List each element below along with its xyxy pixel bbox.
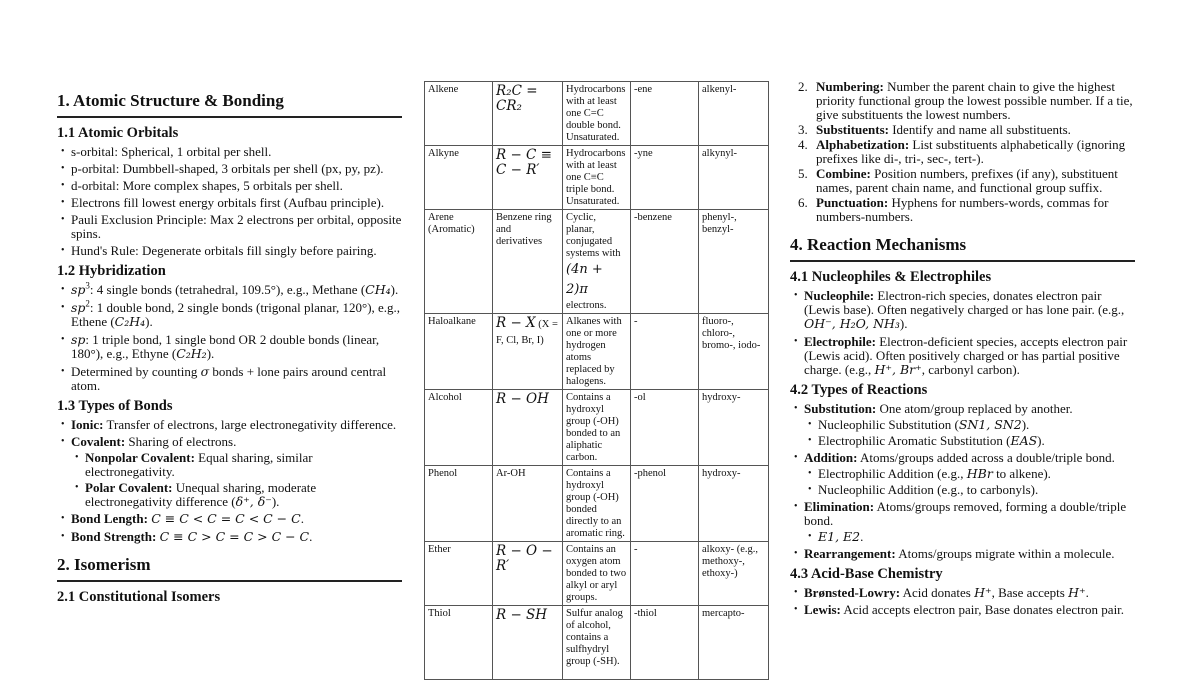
group-name: Phenol	[425, 466, 493, 542]
section-title-reaction-mechanisms: 4. Reaction Mechanisms	[790, 234, 1135, 262]
list-item: 2. Numbering: Number the parent chain to give the highest priority functional group the lowest possible number. If a tie, give substituents the lowest numbers.	[798, 79, 1133, 122]
subsection-title-constitutional-isomers: 2.1 Constitutional Isomers	[57, 589, 221, 605]
group-formula: Benzene ring and derivatives	[493, 210, 563, 314]
list-item: • Substitution: One atom/group replaced by another. • Nucleophilic Substitution (SN1, SN2). • Electrophilic Aromatic Substitution (EAS).	[790, 402, 1135, 448]
covalent-sublist	[71, 451, 402, 509]
table-row	[425, 390, 769, 466]
list-item: • Bond Length: C ≡ C < C = C < C − C.	[57, 512, 402, 526]
group-suffix: -ol	[631, 390, 699, 466]
list-item: • Bond Strength: C ≡ C > C = C > C − C.	[57, 530, 402, 544]
list-item: • Polar Covalent: Unequal sharing, moderate electronegativity difference (δ⁺, δ⁻).	[71, 481, 402, 509]
list-item: • d-orbital: More complex shapes, 5 orbitals per shell.	[57, 179, 402, 193]
group-suffix: -yne	[631, 146, 699, 210]
functional-groups-table-container	[424, 81, 768, 680]
subsection-title-hybridization: 1.2 Hybridization	[57, 263, 166, 279]
subsection-title-types-of-reactions: 4.2 Types of Reactions	[790, 382, 928, 398]
group-suffix: -thiol	[631, 606, 699, 680]
subsection-title-atomic-orbitals: 1.1 Atomic Orbitals	[57, 125, 179, 141]
list-item: • Covalent: Sharing of electrons. • Nonpolar Covalent: Equal sharing, similar electronegativity. • Polar Covalent: Unequal sharing, moderate electronegativity difference (δ⁺, δ⁻).	[57, 435, 402, 509]
group-name: Thiol	[425, 606, 493, 680]
substitution-sublist	[804, 418, 1135, 448]
list-item: • sp: 1 triple bond, 1 single bond OR 2 double bonds (linear, 180°), e.g., Ethyne (C₂H₂).	[57, 333, 402, 361]
addition-sublist	[804, 467, 1135, 497]
group-name: Alkyne	[425, 146, 493, 210]
list-item: • Determined by counting σ bonds + lone pairs around central atom.	[57, 365, 402, 393]
acid-base-list	[790, 586, 1135, 617]
table-row	[425, 314, 769, 390]
group-name: Haloalkane	[425, 314, 493, 390]
list-item: • $sp^2$: 1 double bond, 2 single bonds (trigonal planar, 120°), e.g., Ethene (C₂H₄).	[57, 301, 402, 329]
table-row	[425, 146, 769, 210]
group-description: Cyclic, planar, conjugated systems with (4n + 2)π electrons.	[563, 210, 631, 314]
list-item: • Ionic: Transfer of electrons, large electronegativity difference.	[57, 418, 402, 432]
group-name: Alcohol	[425, 390, 493, 466]
list-item: • $sp^3$: 4 single bonds (tetrahedral, 109.5°), e.g., Methane (CH₄).	[57, 283, 402, 297]
subsection-title-types-of-bonds: 1.3 Types of Bonds	[57, 398, 173, 414]
group-suffix: -	[631, 314, 699, 390]
group-prefix: fluoro-, chloro-, bromo-, iodo-	[699, 314, 769, 390]
table-row	[425, 82, 769, 146]
section-title-isomerism: 2. Isomerism	[57, 554, 402, 582]
list-item: • Elimination: Atoms/groups removed, forming a double/triple bond. • E1, E2.	[790, 500, 1135, 544]
group-formula: R − OH	[493, 390, 563, 466]
list-item: 5. Combine: Position numbers, prefixes (if any), substituent names, parent chain name, and functional group suffix.	[798, 166, 1118, 195]
table-row	[425, 542, 769, 606]
table-row	[425, 606, 769, 680]
group-description: Contains a hydroxyl group (-OH) bonded directly to an aromatic ring.	[563, 466, 631, 542]
right-column	[790, 80, 1135, 620]
group-description: Hydrocarbons with at least one C≡C triple bond. Unsaturated.	[563, 146, 631, 210]
list-item: • Hund's Rule: Degenerate orbitals fill singly before pairing.	[57, 244, 402, 258]
group-suffix: -phenol	[631, 466, 699, 542]
list-item: • s-orbital: Spherical, 1 orbital per shell.	[57, 145, 402, 159]
list-item: • Lewis: Acid accepts electron pair, Base donates electron pair.	[790, 603, 1135, 617]
group-formula: R − SH	[493, 606, 563, 680]
list-item: 6. Punctuation: Hyphens for numbers-words, commas for numbers-numbers.	[798, 195, 1109, 224]
group-prefix: alkynyl-	[699, 146, 769, 210]
group-description: Contains a hydroxyl group (-OH) bonded to an aliphatic carbon.	[563, 390, 631, 466]
group-prefix: alkoxy- (e.g., methoxy-, ethoxy-)	[699, 542, 769, 606]
group-prefix: hydroxy-	[699, 390, 769, 466]
group-name: Arene (Aromatic)	[425, 210, 493, 314]
section-title-atomic-structure: 1. Atomic Structure & Bonding	[57, 90, 402, 118]
naming-steps-list	[790, 80, 1135, 224]
atomic-orbitals-list	[57, 145, 402, 258]
list-item: • Electrophilic Addition (e.g., HBr to alkene).	[804, 467, 1135, 481]
bond-types-list	[57, 418, 402, 544]
list-item: • Nucleophile: Electron-rich species, donates electron pair (Lewis base). Often negatively charged or has lone pair. (e.g., OH⁻, H₂O, NH₃).	[790, 289, 1135, 331]
group-prefix: hydroxy-	[699, 466, 769, 542]
group-prefix: mercapto-	[699, 606, 769, 680]
list-item: • Electrons fill lowest energy orbitals first (Aufbau principle).	[57, 196, 402, 210]
left-column	[57, 90, 402, 609]
group-description: Hydrocarbons with at least one C=C double bond. Unsaturated.	[563, 82, 631, 146]
group-suffix: -ene	[631, 82, 699, 146]
group-description: Contains an oxygen atom bonded to two alkyl or aryl groups.	[563, 542, 631, 606]
group-description: Alkanes with one or more hydrogen atoms replaced by halogens.	[563, 314, 631, 390]
group-formula: R − X (X = F, Cl, Br, I)	[493, 314, 563, 390]
list-item: • Nucleophilic Substitution (SN1, SN2).	[804, 418, 1135, 432]
list-item: • Addition: Atoms/groups added across a double/triple bond. • Electrophilic Addition (e.g., HBr to alkene). • Nucleophilic Addition (e.g., to carbonyls).	[790, 451, 1135, 497]
list-item: • Electrophile: Electron-deficient species, accepts electron pair (Lewis acid). Often positively charged or has partial positive charge. (e.g., H⁺, Br⁺, carbonyl carbon).	[790, 335, 1135, 377]
list-item: 4. Alphabetization: List substituents alphabetically (ignoring prefixes like di-, tri-, sec-, tert-).	[798, 137, 1126, 166]
group-name: Alkene	[425, 82, 493, 146]
group-description: Sulfur analog of alcohol, contains a sulfhydryl group (-SH).	[563, 606, 631, 680]
group-prefix: alkenyl-	[699, 82, 769, 146]
table-row	[425, 210, 769, 314]
group-suffix: -benzene	[631, 210, 699, 314]
functional-groups-table	[424, 81, 769, 680]
table-row	[425, 466, 769, 542]
nucleophiles-list	[790, 289, 1135, 377]
elimination-sublist	[804, 530, 1135, 544]
group-formula: R − O − R′	[493, 542, 563, 606]
list-item: • Brønsted-Lowry: Acid donates H⁺, Base accepts H⁺.	[790, 586, 1135, 600]
list-item: • Pauli Exclusion Principle: Max 2 electrons per orbital, opposite spins.	[57, 213, 402, 241]
list-item: • E1, E2.	[804, 530, 1135, 544]
subsection-title-nucleophiles-electrophiles: 4.1 Nucleophiles & Electrophiles	[790, 269, 992, 285]
group-formula: R₂C = CR₂	[493, 82, 563, 146]
list-item: • Electrophilic Aromatic Substitution (EAS).	[804, 434, 1135, 448]
group-suffix: -	[631, 542, 699, 606]
group-prefix: phenyl-, benzyl-	[699, 210, 769, 314]
list-item: • Nucleophilic Addition (e.g., to carbonyls).	[804, 483, 1135, 497]
list-item: • Nonpolar Covalent: Equal sharing, similar electronegativity.	[71, 451, 402, 479]
group-formula: Ar-OH	[493, 466, 563, 542]
subsection-title-acid-base: 4.3 Acid-Base Chemistry	[790, 566, 943, 582]
group-formula: R − C ≡ C − R′	[493, 146, 563, 210]
list-item: • Rearrangement: Atoms/groups migrate within a molecule.	[790, 547, 1135, 561]
reaction-types-list	[790, 402, 1135, 561]
list-item: • p-orbital: Dumbbell-shaped, 3 orbitals per shell (px, py, pz).	[57, 162, 402, 176]
group-name: Ether	[425, 542, 493, 606]
hybridization-list	[57, 280, 402, 393]
list-item: 3. Substituents: Identify and name all substituents.	[798, 122, 1071, 137]
